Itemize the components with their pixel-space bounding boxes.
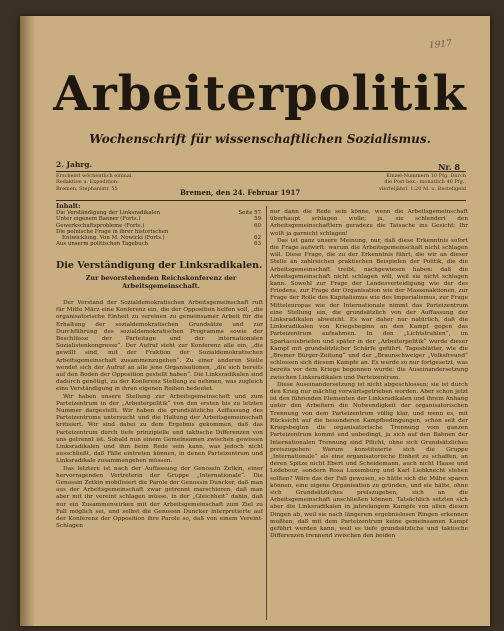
toc-entry: Aus unserm politischen Tagebuch 63	[56, 241, 261, 248]
imprint-line: Erscheint wöchentlich einmal.	[56, 173, 133, 179]
price-line: die Post bez.: monatlich 40 Pfg.,	[384, 179, 466, 186]
price-line: Einzel-Nummern 10 Pfg. Durch	[386, 173, 466, 179]
toc-entry: Die Verständigung der Linksradikalen Seite 57	[56, 210, 261, 217]
newspaper-page	[20, 16, 490, 626]
toc-entry: Die polnische Frage in ihrer historischen	[56, 228, 169, 235]
paragraph: Das ist ganz unsere Meinung, nur, daß diese Erkenntnis sofort die Frage aufwirft: warum die Arbeitsgemeinschaft nicht schlagen will. Diese Frage, die zu der Erkenntnis führt, die wir an dieser Stelle an zahlreichen praktischen Beispielen der Politik, die die Arbeitsgemeinschaft treibt, nachgewiesen haben: daß die Arbeitsgemeinschaft nicht schlagen will, weil sie nicht schlagen kann. Sowohl zur Frage der Landesverteidigung wie der des Friedens, zur Frage der Organisation wie der Massenaktionen, zur Frage der Rolle des Kapitalismus wie des Imperialismus, zur Frage Mitteleuropas wie der Internationale nimmt das Parteizentrum eine Stellung ein, die grundsätzlich von der Auffassung der Linksradikalen abweicht. Es war daher nur natürlich, daß die Linksradikalen von Kriegsbeginn an den Kampf gegen das Parteizentrum aufnahmen. In den „Lichtstrahlen“, im Spartacusbriefen und später in der „Arbeiterpolitik“ wurde dieser Kampf mit grundsätzlicher Schärfe geführt. Tagesblätter, wie die „Bremer Bürger-Zeitung“ und der „Braunschweiger „Volksfreund“ schlossen sich diesem Kampfe an. Es wurde so nur fortgesetzt, was bereits vor dem Kriege begonnen wurde: die Auseinandersetzung zwischen Linksradikalen und Parteizentrum.	[270, 237, 468, 381]
handwritten-note: 1917	[428, 38, 453, 52]
paragraph: Wir haben unsere Stellung zur Arbeitsgemeinschaft und zum Parteizentrum in der „Arbeiterpolitik“ von den ersten bis zu letzten Nummer dargestellt. Wir haben die grundsätzliche Auffassung des Parteizentrums untersucht und die Haltung der Arbeitsgemeinschaft kritisiert. Wir sind dabei zu dem Ergebnis gekommen, daß das Parteizentrum durch tiefe prinzipielle und taktische Differenzen von uns getrennt ist. Sobald nun einem Gemeinsamen zwischen gewissen Linksradikalen und ihm beim Rede sein kann, was jedoch nicht ausschließt, daß Fälle eintreten können, in denen Parteizentrum und Linksradikale zusammengehen müssen.	[56, 393, 263, 465]
divider-rule	[56, 200, 466, 201]
binding-edge	[20, 16, 34, 626]
price-block	[346, 173, 466, 192]
paragraph: nur dann die Rede sein könne, wenn die Arbeitsgemeinschaft überhaupt schlagen wolle; ja, sie schlendert den Arbeitsgemeinschaftlern geradezu die Tatsache ins Gesicht: Ihr wollt ja garnicht schlagen!	[270, 209, 468, 237]
masthead-subtitle: Wochenschrift für wissenschaftlichen Sozialismus.	[89, 132, 431, 146]
article-subheadline: Zur bevorstehenden Reichskonferenz der Arbeitsgemeinschaft.	[85, 274, 237, 290]
dateline: Bremen, den 24. Februar 1917	[180, 188, 301, 197]
article-headline: Die Verständigung der Linksradikalen.	[56, 260, 263, 271]
paragraph: Das letztere ist nach der Auffassung der Genossin Zetkin, einer hervorragenden Vertreterin der Gruppe „Internationale“. Die Genossin Zetkin mobilisiert die Parole der Genossin Duncker, daß man aus der Arbeitsgemeinschaft zwar getrennt marschieren, daß man aber mit ihr vereint schlagen müsse, in der „Gleichheit“ dahin, daß nur ein Zusammenwirken mit der Arbeitsgemeinschaft zum Ziel zu Fall möglich sei, und selbst die Genossin Duncker interpretierte auf der Konferenz der Opposition ihre Parole so, daß von einem Vereint-Schlagen	[56, 465, 263, 530]
volume-label: 2. Jahrg.	[56, 160, 93, 169]
imprint-line: Bremen, Stephanistr. 55	[56, 185, 118, 192]
table-of-contents	[56, 203, 261, 247]
column-divider	[266, 206, 267, 620]
toc-entry: Entwicklung. Von M. Nowicki (Forts.) 62	[62, 235, 261, 242]
masthead-title: Arbeiterpolitik	[53, 66, 467, 122]
toc-entry: Gewerkschaftsprobleme (Forts.) 60	[56, 222, 261, 229]
paragraph: Diese Auseinandersetzung ist nicht abgeschlossen; sie ist durch den Krieg nur mächtig vorwärtsgetrieben worden. Aber schon jetzt ist den führenden Elementen der Linksradikalen und ihrem Anhang unter den Arbeitern die Notwendigkeit der organisatorischen Trennung von dem Parteizentrum völlig klar, und wenn es, mit Rücksicht auf die besonderen Kampfbedingungen, schon seit der Kriegsbeginn die organisatorische Trennung vom ganzen Parteizentrum kommt und unbedingt, ja sich auf den Bahnen der Internationalen Trennung sind Pflicht, ohne sich Grundsätzliches preiszugeben: Warum konstituierte sich die Gruppe „Internationale“ als eine organisatorische Einheit zu schaffen, an deren Spitze nicht Ebert und Scheidemann, auch nicht Haase und Ledebour, sondern Rosa Luxemburg und Karl Liebknecht stehen sollten? Wäre das der Fall gewesen, so hätte sich die Mühe sparen können, eine eigene Organisation zu gründen, und sie hätte, ohne sich Grundsätzliches preiszugeben, sich an die Arbeitsgemeinschaft anschließen können. Tatsächlich setzten sich aber die Linksradikalen in jahrelangem Kampfe von allen diesen Dingen ab, weil sie nach längerem ergebnislosen Ringen erkennen mußten, daß mit dem Parteizentrum keine gemeinsamen Kampf geführt werden kann, weil es tiefe grundsätzliche und taktische Differenzen trennend zwischen den beiden	[270, 381, 468, 540]
paragraph: Der Vorstand der Sozialdemokratischen Arbeitsgemeinschaft ruft für Mitte März eine Konferenz ein, die der Opposition helfen soll, „die organisatorische Einheit zu vereinen zu gemeinsamer Arbeit für die Erhaltung der sozialdemokratischen Grundsätze und zur Durchführung des sozialdemokratischen Programms sowie der Beschlüsse der Parteitage und der internationalen Sozialistenkongresse“. Der Aufruf sieht zur Konferenz alle ein, „die gewillt sind, mit der Fraktion der Sozialdemokratischen Arbeitsgemeinschaft zusammenzugehen“. Zu einer anderen Stelle wendet sich der Aufruf an alle jene Organisationen, „die sich bereits auf den Boden der Opposition gestellt haben“. Die Linksradikalen sind dadurch genötigt, zu der Konferenz Stellung zu nehmen, was zugleich eine Verständigung in ihren eigenen Reihen bedeutet.	[56, 300, 263, 393]
issue-number: Nr. 8	[438, 162, 460, 172]
toc-title: Inhalt:	[56, 202, 81, 210]
imprint-block	[56, 173, 176, 192]
article-column-right	[270, 209, 468, 621]
imprint-line: Redaktion u. Expedition:	[56, 179, 119, 186]
article-column-left	[56, 300, 263, 620]
price-line: vierteljährl. 1.20 M. u. Bestellgeld	[378, 185, 466, 192]
toc-entry: Unter eigenem Banner (Forts.) 59	[56, 216, 261, 223]
divider-rule	[56, 171, 466, 172]
